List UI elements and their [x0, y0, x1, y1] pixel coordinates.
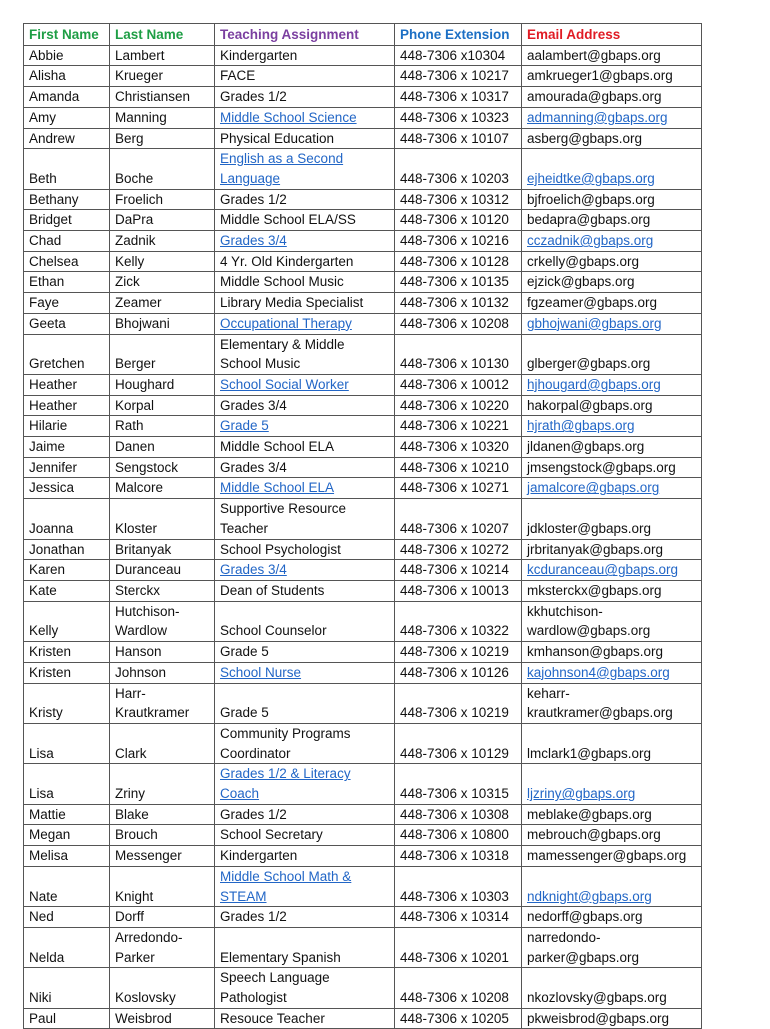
- assignment-link[interactable]: English as a Second Language: [220, 151, 344, 186]
- phone-extension-cell: 448-7306 x 10800: [395, 825, 522, 846]
- table-row: [24, 128, 702, 149]
- email-address-cell: keharr-krautkramer@gbaps.org: [522, 683, 702, 723]
- table-row: [24, 825, 702, 846]
- last-name-cell: DaPra: [110, 210, 215, 231]
- phone-extension-cell: 448-7306 x 10320: [395, 437, 522, 458]
- phone-extension-cell: 448-7306 x 10128: [395, 251, 522, 272]
- last-name-cell: Blake: [110, 804, 215, 825]
- email-address-cell: jrbritanyak@gbaps.org: [522, 539, 702, 560]
- last-name-cell: Korpal: [110, 395, 215, 416]
- email-address-cell: crkelly@gbaps.org: [522, 251, 702, 272]
- last-name-cell: Britanyak: [110, 539, 215, 560]
- last-name-cell: Kloster: [110, 499, 215, 539]
- last-name-cell: Bhojwani: [110, 313, 215, 334]
- email-link[interactable]: cczadnik@gbaps.org: [527, 233, 654, 249]
- email-address-cell: [522, 107, 702, 128]
- email-address-cell: ejzick@gbaps.org: [522, 272, 702, 293]
- email-address-cell: jdkloster@gbaps.org: [522, 499, 702, 539]
- table-row: [24, 499, 702, 539]
- email-address-cell: fgzeamer@gbaps.org: [522, 293, 702, 314]
- email-address-cell: meblake@gbaps.org: [522, 804, 702, 825]
- phone-extension-cell: 448-7306 x 10107: [395, 128, 522, 149]
- last-name-cell: Duranceau: [110, 560, 215, 581]
- first-name-cell: Amy: [24, 107, 110, 128]
- phone-extension-cell: 448-7306 x 10317: [395, 87, 522, 108]
- email-address-cell: jldanen@gbaps.org: [522, 437, 702, 458]
- last-name-cell: Manning: [110, 107, 215, 128]
- first-name-cell: Bethany: [24, 189, 110, 210]
- teaching-assignment-cell: [215, 313, 395, 334]
- teaching-assignment-cell: [215, 662, 395, 683]
- email-link[interactable]: kajohnson4@gbaps.org: [527, 664, 670, 680]
- first-name-cell: Nate: [24, 866, 110, 906]
- teaching-assignment-cell: Middle School Music: [215, 272, 395, 293]
- table-row: [24, 907, 702, 928]
- table-row: [24, 87, 702, 108]
- phone-extension-cell: 448-7306 x 10217: [395, 66, 522, 87]
- first-name-cell: Jennifer: [24, 457, 110, 478]
- teaching-assignment-cell: [215, 560, 395, 581]
- assignment-link[interactable]: Grades 3/4: [220, 562, 287, 578]
- teaching-assignment-cell: Grades 3/4: [215, 395, 395, 416]
- table-row: [24, 395, 702, 416]
- email-address-cell: kkhutchison-wardlow@gbaps.org: [522, 601, 702, 641]
- first-name-cell: Karen: [24, 560, 110, 581]
- table-row: [24, 601, 702, 641]
- last-name-cell: Harr-Krautkramer: [110, 683, 215, 723]
- teaching-assignment-cell: [215, 231, 395, 252]
- table-row: [24, 231, 702, 252]
- first-name-cell: Beth: [24, 149, 110, 189]
- email-link[interactable]: ljzriny@gbaps.org: [527, 786, 636, 802]
- table-row: [24, 846, 702, 867]
- teaching-assignment-cell: Resouce Teacher: [215, 1008, 395, 1029]
- table-row: [24, 478, 702, 499]
- phone-extension-cell: 448-7306 x 10214: [395, 560, 522, 581]
- email-address-cell: [522, 764, 702, 804]
- last-name-cell: Weisbrod: [110, 1008, 215, 1029]
- email-address-cell: [522, 662, 702, 683]
- first-name-cell: Melisa: [24, 846, 110, 867]
- first-name-cell: Kristen: [24, 642, 110, 663]
- teaching-assignment-cell: Grades 1/2: [215, 907, 395, 928]
- table-row: [24, 804, 702, 825]
- phone-extension-cell: 448-7306 x 10219: [395, 683, 522, 723]
- table-row: [24, 107, 702, 128]
- first-name-cell: Kristy: [24, 683, 110, 723]
- phone-extension-cell: 448-7306 x 10207: [395, 499, 522, 539]
- table-row: [24, 723, 702, 763]
- table-row: [24, 927, 702, 967]
- phone-extension-cell: 448-7306 x 10312: [395, 189, 522, 210]
- last-name-cell: Berg: [110, 128, 215, 149]
- teaching-assignment-cell: [215, 866, 395, 906]
- first-name-header: First Name: [24, 24, 110, 46]
- teaching-assignment-cell: Library Media Specialist: [215, 293, 395, 314]
- assignment-link[interactable]: School Social Worker: [220, 376, 349, 392]
- teaching-assignment-cell: Speech Language Pathologist: [215, 968, 395, 1008]
- staff-directory-table: [23, 23, 702, 1029]
- email-address-cell: bjfroelich@gbaps.org: [522, 189, 702, 210]
- email-address-cell: amourada@gbaps.org: [522, 87, 702, 108]
- email-address-cell: narredondo-parker@gbaps.org: [522, 927, 702, 967]
- teaching-assignment-cell: 4 Yr. Old Kindergarten: [215, 251, 395, 272]
- email-address-cell: [522, 866, 702, 906]
- phone-extension-cell: 448-7306 x 10132: [395, 293, 522, 314]
- table-row: [24, 457, 702, 478]
- header-row: [24, 24, 702, 46]
- first-name-cell: Jonathan: [24, 539, 110, 560]
- last-name-cell: Messenger: [110, 846, 215, 867]
- teaching-assignment-cell: [215, 416, 395, 437]
- email-address-cell: [522, 313, 702, 334]
- phone-extension-cell: 448-7306 x 10219: [395, 642, 522, 663]
- teaching-assignment-cell: Kindergarten: [215, 846, 395, 867]
- first-name-cell: Abbie: [24, 45, 110, 66]
- first-name-cell: Niki: [24, 968, 110, 1008]
- email-link[interactable]: hjrath@gbaps.org: [527, 418, 635, 434]
- teaching-assignment-cell: Elementary & Middle School Music: [215, 334, 395, 374]
- teaching-assignment-cell: Physical Education: [215, 128, 395, 149]
- email-address-cell: [522, 149, 702, 189]
- assignment-link[interactable]: Middle School ELA: [220, 480, 335, 496]
- last-name-cell: Arredondo-Parker: [110, 927, 215, 967]
- teaching-assignment-cell: School Secretary: [215, 825, 395, 846]
- teaching-assignment-cell: [215, 149, 395, 189]
- email-link[interactable]: gbhojwani@gbaps.org: [527, 315, 662, 331]
- email-address-cell: [522, 374, 702, 395]
- first-name-cell: Chelsea: [24, 251, 110, 272]
- phone-extension-cell: 448-7306 x 10208: [395, 968, 522, 1008]
- last-name-cell: Clark: [110, 723, 215, 763]
- first-name-cell: Faye: [24, 293, 110, 314]
- phone-extension-cell: 448-7306 x 10126: [395, 662, 522, 683]
- email-link[interactable]: ejheidtke@gbaps.org: [527, 170, 655, 186]
- phone-extension-cell: 448-7306 x 10203: [395, 149, 522, 189]
- email-address-cell: jmsengstock@gbaps.org: [522, 457, 702, 478]
- table-row: [24, 66, 702, 87]
- first-name-cell: Andrew: [24, 128, 110, 149]
- email-address-cell: amkrueger1@gbaps.org: [522, 66, 702, 87]
- teaching-assignment-cell: [215, 107, 395, 128]
- phone-extension-cell: 448-7306 x10304: [395, 45, 522, 66]
- first-name-cell: Jessica: [24, 478, 110, 499]
- assignment-link[interactable]: Occupational Therapy: [220, 315, 352, 331]
- phone-extension-cell: 448-7306 x 10271: [395, 478, 522, 499]
- email-address-cell: bedapra@gbaps.org: [522, 210, 702, 231]
- last-name-cell: Zeamer: [110, 293, 215, 314]
- assignment-link[interactable]: Grades 3/4: [220, 233, 287, 249]
- email-address-cell: hakorpal@gbaps.org: [522, 395, 702, 416]
- phone-extension-cell: 448-7306 x 10318: [395, 846, 522, 867]
- first-name-cell: Joanna: [24, 499, 110, 539]
- table-row: [24, 539, 702, 560]
- last-name-header: Last Name: [110, 24, 215, 46]
- phone-extension-cell: 448-7306 x 10315: [395, 764, 522, 804]
- table-row: [24, 251, 702, 272]
- first-name-cell: Alisha: [24, 66, 110, 87]
- assignment-link[interactable]: Middle School Science: [220, 109, 357, 125]
- first-name-cell: Jaime: [24, 437, 110, 458]
- last-name-cell: Boche: [110, 149, 215, 189]
- teaching-assignment-cell: Grades 1/2: [215, 189, 395, 210]
- teaching-assignment-cell: Grade 5: [215, 642, 395, 663]
- email-address-cell: mksterckx@gbaps.org: [522, 580, 702, 601]
- teaching-assignment-cell: School Counselor: [215, 601, 395, 641]
- last-name-cell: Knight: [110, 866, 215, 906]
- phone-extension-cell: 448-7306 x 10308: [395, 804, 522, 825]
- teaching-assignment-cell: Grades 1/2: [215, 87, 395, 108]
- email-link[interactable]: kcduranceau@gbaps.org: [527, 562, 679, 578]
- email-address-cell: pkweisbrod@gbaps.org: [522, 1008, 702, 1029]
- last-name-cell: Hutchison-Wardlow: [110, 601, 215, 641]
- assignment-link[interactable]: Grade 5: [220, 418, 269, 434]
- table-row: [24, 437, 702, 458]
- assignment-link[interactable]: Middle School Math & STEAM: [220, 868, 352, 904]
- table-row: [24, 580, 702, 601]
- teaching-assignment-cell: Kindergarten: [215, 45, 395, 66]
- first-name-cell: Ned: [24, 907, 110, 928]
- teaching-assignment-cell: Grades 3/4: [215, 457, 395, 478]
- table-row: [24, 272, 702, 293]
- teaching-assignment-cell: Supportive Resource Teacher: [215, 499, 395, 539]
- last-name-cell: Hanson: [110, 642, 215, 663]
- teaching-assignment-cell: Middle School ELA/SS: [215, 210, 395, 231]
- table-row: [24, 149, 702, 189]
- phone-extension-cell: 448-7306 x 10323: [395, 107, 522, 128]
- table-row: [24, 293, 702, 314]
- first-name-cell: Bridget: [24, 210, 110, 231]
- phone-extension-cell: 448-7306 x 10210: [395, 457, 522, 478]
- last-name-cell: Dorff: [110, 907, 215, 928]
- teaching-assignment-cell: [215, 764, 395, 804]
- last-name-cell: Brouch: [110, 825, 215, 846]
- phone-extension-cell: 448-7306 x 10120: [395, 210, 522, 231]
- table-row: [24, 189, 702, 210]
- table-row: [24, 416, 702, 437]
- table-row: [24, 968, 702, 1008]
- email-address-cell: nkozlovsky@gbaps.org: [522, 968, 702, 1008]
- last-name-cell: Christiansen: [110, 87, 215, 108]
- table-row: [24, 45, 702, 66]
- teaching-assignment-cell: [215, 374, 395, 395]
- assignment-link[interactable]: Grades 1/2 & Literacy Coach: [220, 766, 351, 802]
- teaching-assignment-cell: Grade 5: [215, 683, 395, 723]
- phone-extension-cell: 448-7306 x 10216: [395, 231, 522, 252]
- last-name-cell: Kelly: [110, 251, 215, 272]
- first-name-cell: Kelly: [24, 601, 110, 641]
- email-address-cell: lmclark1@gbaps.org: [522, 723, 702, 763]
- phone-extension-cell: 448-7306 x 10314: [395, 907, 522, 928]
- table-row: [24, 662, 702, 683]
- last-name-cell: Zick: [110, 272, 215, 293]
- email-link[interactable]: jamalcore@gbaps.org: [527, 480, 660, 496]
- email-address-cell: asberg@gbaps.org: [522, 128, 702, 149]
- phone-extension-header: Phone Extension: [395, 24, 522, 46]
- last-name-cell: Rath: [110, 416, 215, 437]
- phone-extension-cell: 448-7306 x 10272: [395, 539, 522, 560]
- email-address-cell: glberger@gbaps.org: [522, 334, 702, 374]
- last-name-cell: Sengstock: [110, 457, 215, 478]
- phone-extension-cell: 448-7306 x 10130: [395, 334, 522, 374]
- first-name-cell: Nelda: [24, 927, 110, 967]
- first-name-cell: Heather: [24, 374, 110, 395]
- first-name-cell: Heather: [24, 395, 110, 416]
- last-name-cell: Froelich: [110, 189, 215, 210]
- email-address-cell: aalambert@gbaps.org: [522, 45, 702, 66]
- first-name-cell: Hilarie: [24, 416, 110, 437]
- table-row: [24, 1008, 702, 1029]
- last-name-cell: Krueger: [110, 66, 215, 87]
- phone-extension-cell: 448-7306 x 10205: [395, 1008, 522, 1029]
- table-row: [24, 683, 702, 723]
- teaching-assignment-cell: FACE: [215, 66, 395, 87]
- email-address-cell: [522, 231, 702, 252]
- phone-extension-cell: 448-7306 x 10220: [395, 395, 522, 416]
- first-name-cell: Geeta: [24, 313, 110, 334]
- teaching-assignment-cell: School Psychologist: [215, 539, 395, 560]
- first-name-cell: Kate: [24, 580, 110, 601]
- table-row: [24, 642, 702, 663]
- last-name-cell: Sterckx: [110, 580, 215, 601]
- phone-extension-cell: 448-7306 x 10201: [395, 927, 522, 967]
- table-row: [24, 866, 702, 906]
- table-row: [24, 334, 702, 374]
- email-link[interactable]: admanning@gbaps.org: [527, 109, 668, 125]
- email-address-header: Email Address: [522, 24, 702, 46]
- email-link[interactable]: ndknight@gbaps.org: [527, 888, 652, 904]
- first-name-cell: Kristen: [24, 662, 110, 683]
- email-address-cell: mebrouch@gbaps.org: [522, 825, 702, 846]
- teaching-assignment-cell: [215, 478, 395, 499]
- table-row: [24, 313, 702, 334]
- teaching-assignment-cell: Elementary Spanish: [215, 927, 395, 967]
- email-address-cell: [522, 560, 702, 581]
- last-name-cell: Zriny: [110, 764, 215, 804]
- phone-extension-cell: 448-7306 x 10135: [395, 272, 522, 293]
- phone-extension-cell: 448-7306 x 10303: [395, 866, 522, 906]
- teaching-assignment-cell: Community Programs Coordinator: [215, 723, 395, 763]
- table-row: [24, 764, 702, 804]
- table-row: [24, 374, 702, 395]
- first-name-cell: Gretchen: [24, 334, 110, 374]
- first-name-cell: Megan: [24, 825, 110, 846]
- assignment-link[interactable]: School Nurse: [220, 664, 302, 680]
- first-name-cell: Lisa: [24, 764, 110, 804]
- first-name-cell: Ethan: [24, 272, 110, 293]
- email-address-cell: [522, 478, 702, 499]
- last-name-cell: Zadnik: [110, 231, 215, 252]
- email-address-cell: [522, 416, 702, 437]
- table-row: [24, 560, 702, 581]
- email-link[interactable]: hjhougard@gbaps.org: [527, 376, 661, 392]
- last-name-cell: Malcore: [110, 478, 215, 499]
- email-address-cell: nedorff@gbaps.org: [522, 907, 702, 928]
- first-name-cell: Mattie: [24, 804, 110, 825]
- phone-extension-cell: 448-7306 x 10012: [395, 374, 522, 395]
- last-name-cell: Koslovsky: [110, 968, 215, 1008]
- first-name-cell: Chad: [24, 231, 110, 252]
- teaching-assignment-cell: Grades 1/2: [215, 804, 395, 825]
- phone-extension-cell: 448-7306 x 10013: [395, 580, 522, 601]
- last-name-cell: Houghard: [110, 374, 215, 395]
- teaching-assignment-header: Teaching Assignment: [215, 24, 395, 46]
- phone-extension-cell: 448-7306 x 10208: [395, 313, 522, 334]
- first-name-cell: Paul: [24, 1008, 110, 1029]
- email-address-cell: mamessenger@gbaps.org: [522, 846, 702, 867]
- table-row: [24, 210, 702, 231]
- teaching-assignment-cell: Dean of Students: [215, 580, 395, 601]
- staff-directory-sheet: [23, 23, 701, 1029]
- last-name-cell: Berger: [110, 334, 215, 374]
- last-name-cell: Lambert: [110, 45, 215, 66]
- first-name-cell: Amanda: [24, 87, 110, 108]
- email-address-cell: kmhanson@gbaps.org: [522, 642, 702, 663]
- last-name-cell: Johnson: [110, 662, 215, 683]
- first-name-cell: Lisa: [24, 723, 110, 763]
- teaching-assignment-cell: Middle School ELA: [215, 437, 395, 458]
- last-name-cell: Danen: [110, 437, 215, 458]
- phone-extension-cell: 448-7306 x 10322: [395, 601, 522, 641]
- staff-table-body: [24, 45, 702, 1029]
- phone-extension-cell: 448-7306 x 10129: [395, 723, 522, 763]
- phone-extension-cell: 448-7306 x 10221: [395, 416, 522, 437]
